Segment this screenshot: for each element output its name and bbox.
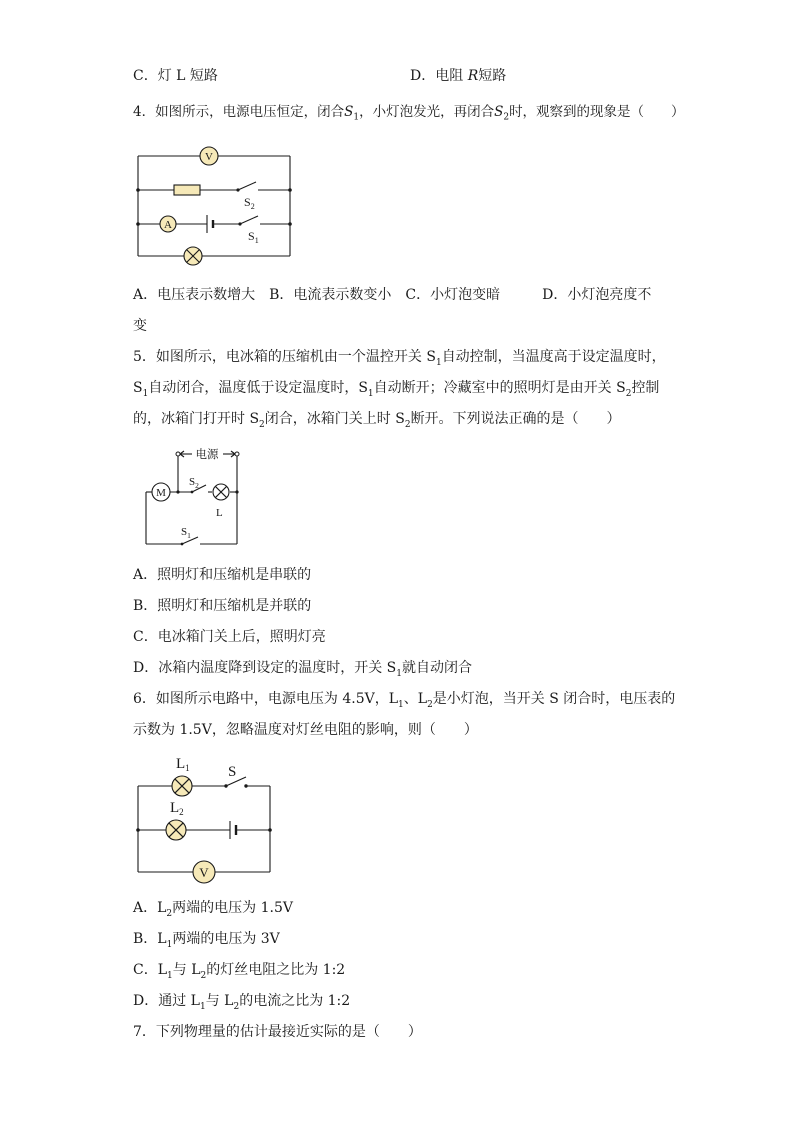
q5-option-c: C．电冰箱门关上后，照明灯亮 xyxy=(133,629,326,645)
lamp-icon xyxy=(184,247,202,265)
svg-text:M: M xyxy=(156,487,166,499)
q5-option-b: B．照明灯和压缩机是并联的 xyxy=(133,598,312,614)
lamp-icon xyxy=(213,484,229,500)
lamp-l1-icon xyxy=(172,776,192,796)
q5-stem-line1: 5．如图所示，电冰箱的压缩机由一个温控开关 $S_1$自动控制，当温度高于设定温度时， xyxy=(133,349,666,368)
voltmeter-icon xyxy=(193,861,215,883)
q5-circuit-diagram xyxy=(140,444,250,550)
switch-s1-label: $S_1$ xyxy=(181,526,191,540)
q6-option-b: B．$L_1$两端的电压为 3V xyxy=(133,931,280,950)
q4-options-wrap: 变 xyxy=(133,318,147,334)
lamp-l2-icon xyxy=(166,820,186,840)
q4-stem: 4．如图所示，电源电压恒定，闭合$S_1$，小灯泡发光，再闭合$S_2$时，观察到的现象是（ ） xyxy=(133,104,685,123)
q6-stem-line1: 6．如图所示电路中，电源电压为 4.5V，$L_1$、$L_2$是小灯泡，当开关 S 闭合时，电压表的 xyxy=(133,691,676,710)
motor-icon xyxy=(152,483,170,501)
q4-circuit-diagram xyxy=(130,140,300,272)
switch-s2-label: $S_2$ xyxy=(189,476,199,490)
svg-text:A: A xyxy=(164,219,172,231)
ammeter-icon xyxy=(160,216,176,232)
q5-option-a: A．照明灯和压缩机是串联的 xyxy=(133,567,312,583)
lamp-l1-label: $L_1$ xyxy=(176,756,190,773)
switch-s-label: S xyxy=(228,764,237,780)
q4-options: A．电压表示数增大 B．电流表示数变小 C．小灯泡变暗 D．小灯泡亮度不 xyxy=(133,287,652,303)
power-label: 电源 xyxy=(195,447,219,461)
q5-option-d: D．冰箱内温度降到设定的温度时，开关 $S_1$就自动闭合 xyxy=(133,660,472,679)
q7-stem: 7．下列物理量的估计最接近实际的是（ ） xyxy=(133,1024,422,1040)
switch-s2-label: $S_2$ xyxy=(244,195,255,211)
q6-option-c: C．$L_1$与 $L_2$的灯丝电阻之比为 1:2 xyxy=(133,962,346,981)
q6-stem-line2: 示数为 1.5V，忽略温度对灯丝电阻的影响，则（ ） xyxy=(133,722,478,738)
lamp-label: L xyxy=(216,507,223,519)
q5-stem-line2: $S_1$自动闭合，温度低于设定温度时，$S_1$自动断开；冷藏室中的照明灯是由开关 $S_2$控制 xyxy=(133,380,660,399)
svg-text:V: V xyxy=(199,865,209,880)
svg-text:V: V xyxy=(205,151,213,163)
q3-option-d: D．电阻 R短路 xyxy=(410,68,507,84)
q6-option-a: A．$L_2$两端的电压为 1.5V xyxy=(133,900,293,919)
q6-circuit-diagram xyxy=(130,752,280,887)
q3-option-c: C．灯 L 短路 xyxy=(133,68,218,84)
switch-s1-label: $S_1$ xyxy=(248,229,259,245)
voltmeter-icon xyxy=(200,147,218,165)
q6-option-d: D．通过 $L_1$与 $L_2$的电流之比为 1:2 xyxy=(133,993,351,1012)
q5-stem-line3: 的，冰箱门打开时 $S_2$闭合，冰箱门关上时 $S_2$断开。下列说法正确的是（ ） xyxy=(133,411,621,430)
lamp-l2-label: $L_2$ xyxy=(170,800,184,817)
